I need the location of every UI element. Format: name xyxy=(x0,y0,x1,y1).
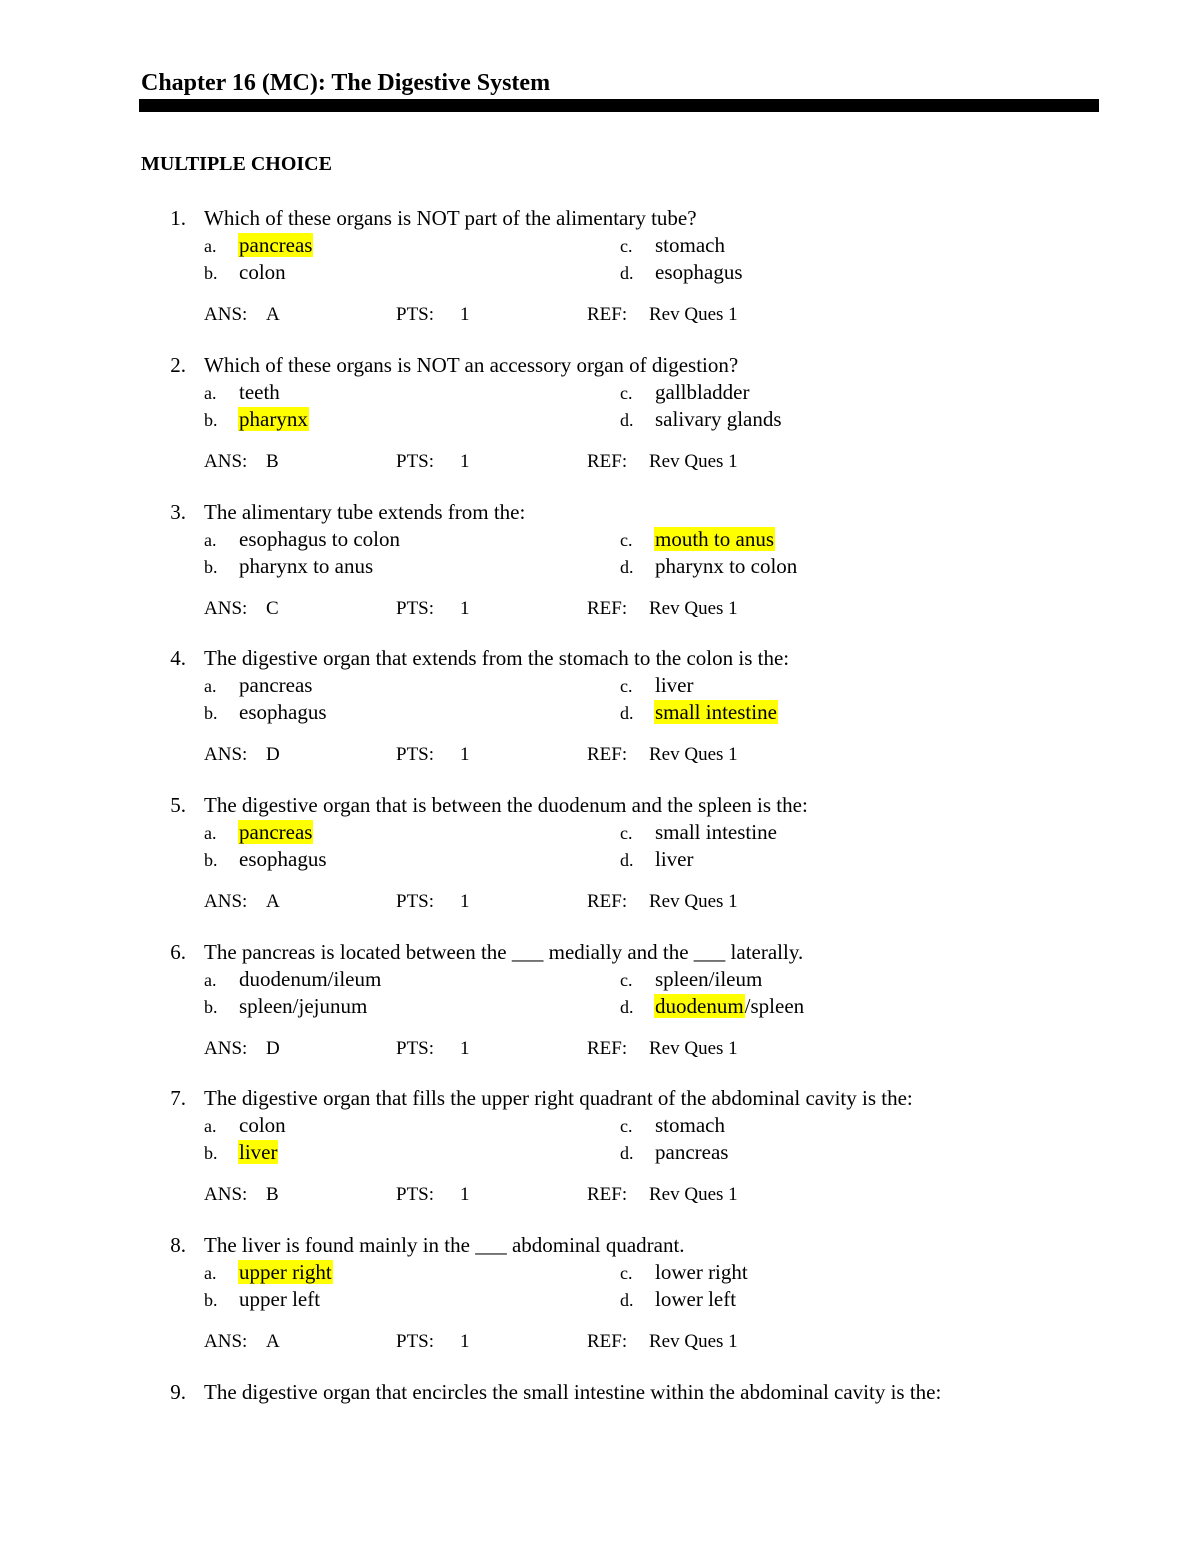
choice-text: teeth xyxy=(239,380,280,404)
choice-letter: d. xyxy=(620,1290,634,1310)
answer-key-value: B xyxy=(266,1184,279,1205)
answer-choice xyxy=(204,379,281,407)
reference xyxy=(587,448,738,475)
reference-value: Rev Ques 1 xyxy=(649,1184,738,1205)
answer-choice xyxy=(620,553,798,581)
answer-key-label: ANS: xyxy=(204,1184,248,1205)
reference-label: REF: xyxy=(587,451,628,472)
choice-text: pharynx to anus xyxy=(239,554,374,578)
page-title: Chapter 16 (MC): The Digestive System xyxy=(141,70,551,96)
choice-text: colon xyxy=(239,1113,286,1137)
points xyxy=(396,1035,470,1062)
reference-label: REF: xyxy=(587,1038,628,1059)
reference xyxy=(587,301,738,328)
choice-letter: a. xyxy=(204,236,217,256)
question-number: 4. xyxy=(170,646,186,670)
choice-text: salivary glands xyxy=(655,407,782,431)
choice-letter: b. xyxy=(204,410,218,430)
question-number: 8. xyxy=(170,1233,186,1257)
answer-choice xyxy=(620,846,694,874)
points xyxy=(396,301,470,328)
highlighted-answer: pharynx xyxy=(239,407,308,431)
answer-choice xyxy=(204,672,313,700)
question-number: 7. xyxy=(170,1086,186,1110)
answer-choice xyxy=(620,406,783,434)
answer-choice xyxy=(204,819,313,847)
points xyxy=(396,448,470,475)
choice-letter: a. xyxy=(204,823,217,843)
points-value: 1 xyxy=(460,304,470,325)
reference xyxy=(587,741,738,768)
answer-choice xyxy=(620,966,763,994)
choice-text: stomach xyxy=(655,1113,725,1137)
question-item xyxy=(0,1085,1200,1225)
question-text: The pancreas is located between the ___ medially and the ___ laterally. xyxy=(204,940,804,964)
choice-letter: c. xyxy=(620,823,633,843)
choice-text: pharynx to colon xyxy=(655,554,798,578)
question-text: The liver is found mainly in the ___ abdominal quadrant. xyxy=(204,1233,685,1257)
answer-choice xyxy=(204,259,287,287)
question-number: 1. xyxy=(170,206,186,230)
answer-choice xyxy=(204,1286,321,1314)
choice-letter: c. xyxy=(620,970,633,990)
question-item xyxy=(0,352,1200,492)
choice-letter: b. xyxy=(204,1290,218,1310)
reference-label: REF: xyxy=(587,598,628,619)
choice-letter: d. xyxy=(620,557,634,577)
answer-choice xyxy=(620,232,726,260)
reference xyxy=(587,1035,738,1062)
answer-choice xyxy=(620,526,775,554)
question-text: Which of these organs is NOT part of the alimentary tube? xyxy=(204,206,697,230)
answer-choice xyxy=(620,379,750,407)
answer-key-label: ANS: xyxy=(204,891,248,912)
highlighted-answer: upper right xyxy=(239,1260,332,1284)
question-item xyxy=(0,939,1200,1079)
answer-key xyxy=(204,888,280,915)
answer-key xyxy=(204,1181,279,1208)
answer-choice xyxy=(620,1139,729,1167)
choice-letter: a. xyxy=(204,530,217,550)
answer-key-value: D xyxy=(266,1038,280,1059)
answer-choice xyxy=(204,553,374,581)
highlighted-answer: duodenum xyxy=(655,994,744,1018)
choice-letter: d. xyxy=(620,703,634,723)
answer-key-label: ANS: xyxy=(204,1038,248,1059)
reference xyxy=(587,888,738,915)
choice-letter: c. xyxy=(620,383,633,403)
choice-letter: d. xyxy=(620,410,634,430)
choice-text: gallbladder xyxy=(655,380,750,404)
points xyxy=(396,741,470,768)
points-label: PTS: xyxy=(396,1184,435,1205)
points-label: PTS: xyxy=(396,1331,435,1352)
points-label: PTS: xyxy=(396,304,435,325)
question-text: The digestive organ that fills the upper right quadrant of the abdominal cavity is the: xyxy=(204,1086,913,1110)
points-label: PTS: xyxy=(396,891,435,912)
question-number: 3. xyxy=(170,500,186,524)
highlighted-answer: liver xyxy=(239,1140,278,1164)
question-item xyxy=(0,499,1200,639)
points xyxy=(396,595,470,622)
reference-value: Rev Ques 1 xyxy=(649,1038,738,1059)
answer-key-label: ANS: xyxy=(204,744,248,765)
choice-letter: a. xyxy=(204,1116,217,1136)
choice-letter: c. xyxy=(620,236,633,256)
question-text: The digestive organ that encircles the small intestine within the abdominal cavity is the: xyxy=(204,1380,942,1404)
choice-text: lower right xyxy=(655,1260,748,1284)
reference-label: REF: xyxy=(587,891,628,912)
answer-choice xyxy=(204,232,313,260)
choice-text: esophagus xyxy=(239,847,327,871)
answer-key-value: C xyxy=(266,598,279,619)
choice-text: upper left xyxy=(239,1287,321,1311)
question-number: 9. xyxy=(170,1380,186,1404)
answer-choice xyxy=(204,526,401,554)
choice-letter: a. xyxy=(204,676,217,696)
choice-text: esophagus xyxy=(239,700,327,724)
answer-key-label: ANS: xyxy=(204,598,248,619)
points-value: 1 xyxy=(460,891,470,912)
answer-choice xyxy=(620,1286,737,1314)
choice-letter: a. xyxy=(204,1263,217,1283)
reference-value: Rev Ques 1 xyxy=(649,744,738,765)
answer-key-label: ANS: xyxy=(204,1331,248,1352)
answer-choice xyxy=(620,1112,726,1140)
points-value: 1 xyxy=(460,1184,470,1205)
points-label: PTS: xyxy=(396,598,435,619)
answer-choice xyxy=(620,259,744,287)
answer-key-value: A xyxy=(266,304,280,325)
answer-choice xyxy=(204,1139,278,1167)
choice-text: spleen/jejunum xyxy=(239,994,368,1018)
points-value: 1 xyxy=(460,1331,470,1352)
reference-value: Rev Ques 1 xyxy=(649,891,738,912)
choice-text: pancreas xyxy=(239,673,313,697)
choice-text: stomach xyxy=(655,233,725,257)
choice-text: liver xyxy=(655,847,694,871)
reference-value: Rev Ques 1 xyxy=(649,598,738,619)
choice-letter: c. xyxy=(620,676,633,696)
section-heading: MULTIPLE CHOICE xyxy=(141,153,332,175)
question-text: The digestive organ that extends from the stomach to the colon is the: xyxy=(204,646,790,670)
question-text: Which of these organs is NOT an accessory organ of digestion? xyxy=(204,353,739,377)
question-item xyxy=(0,1379,1200,1519)
points-value: 1 xyxy=(460,598,470,619)
answer-choice xyxy=(204,993,368,1021)
reference-label: REF: xyxy=(587,1331,628,1352)
choice-letter: b. xyxy=(204,1143,218,1163)
answer-key-value: B xyxy=(266,451,279,472)
answer-choice xyxy=(204,1259,333,1287)
points xyxy=(396,1328,470,1355)
choice-letter: c. xyxy=(620,530,633,550)
points-value: 1 xyxy=(460,451,470,472)
choice-letter: b. xyxy=(204,263,218,283)
choice-letter: b. xyxy=(204,850,218,870)
highlighted-answer: pancreas xyxy=(239,820,313,844)
answer-choice xyxy=(204,966,382,994)
choice-letter: b. xyxy=(204,557,218,577)
question-item xyxy=(0,205,1200,345)
points-value: 1 xyxy=(460,1038,470,1059)
choice-text: duodenum/ileum xyxy=(239,967,382,991)
choice-letter: d. xyxy=(620,997,634,1017)
reference xyxy=(587,1328,738,1355)
answer-choice xyxy=(204,406,309,434)
reference-label: REF: xyxy=(587,1184,628,1205)
choice-letter: a. xyxy=(204,970,217,990)
points-value: 1 xyxy=(460,744,470,765)
answer-choice xyxy=(620,672,694,700)
highlighted-answer: small intestine xyxy=(655,700,777,724)
question-text: The digestive organ that is between the duodenum and the spleen is the: xyxy=(204,793,808,817)
choice-text: pancreas xyxy=(655,1140,729,1164)
answer-key xyxy=(204,1035,280,1062)
answer-key-label: ANS: xyxy=(204,451,248,472)
answer-key xyxy=(204,448,279,475)
question-item xyxy=(0,792,1200,932)
choice-text: colon xyxy=(239,260,286,284)
question-number: 5. xyxy=(170,793,186,817)
points-label: PTS: xyxy=(396,451,435,472)
answer-key xyxy=(204,1328,280,1355)
answer-key-value: A xyxy=(266,891,280,912)
choice-text: esophagus to colon xyxy=(239,527,400,551)
reference-value: Rev Ques 1 xyxy=(649,1331,738,1352)
choice-text: spleen/ileum xyxy=(655,967,763,991)
reference-label: REF: xyxy=(587,304,628,325)
reference-value: Rev Ques 1 xyxy=(649,451,738,472)
choice-text: small intestine xyxy=(655,820,777,844)
answer-key-value: A xyxy=(266,1331,280,1352)
reference xyxy=(587,595,738,622)
question-item xyxy=(0,645,1200,785)
answer-choice xyxy=(204,699,328,727)
answer-key xyxy=(204,741,280,768)
question-text: The alimentary tube extends from the: xyxy=(204,500,526,524)
choice-text: lower left xyxy=(655,1287,737,1311)
points-label: PTS: xyxy=(396,744,435,765)
answer-key xyxy=(204,595,279,622)
choice-letter: d. xyxy=(620,263,634,283)
answer-key xyxy=(204,301,280,328)
answer-choice xyxy=(620,699,778,727)
points xyxy=(396,1181,470,1208)
choice-letter: c. xyxy=(620,1116,633,1136)
answer-choice xyxy=(620,819,778,847)
answer-choice xyxy=(204,1112,287,1140)
choice-letter: d. xyxy=(620,1143,634,1163)
answer-key-value: D xyxy=(266,744,280,765)
highlighted-answer: pancreas xyxy=(239,233,313,257)
reference xyxy=(587,1181,738,1208)
choice-text-rest: /spleen xyxy=(744,994,805,1018)
choice-letter: c. xyxy=(620,1263,633,1283)
choice-letter: b. xyxy=(204,703,218,723)
choice-letter: d. xyxy=(620,850,634,870)
answer-choice xyxy=(620,1259,749,1287)
points-label: PTS: xyxy=(396,1038,435,1059)
choice-letter: b. xyxy=(204,997,218,1017)
answer-choice xyxy=(204,846,328,874)
answer-key-label: ANS: xyxy=(204,304,248,325)
question-number: 2. xyxy=(170,353,186,377)
question-item xyxy=(0,1232,1200,1372)
reference-value: Rev Ques 1 xyxy=(649,304,738,325)
points xyxy=(396,888,470,915)
reference-label: REF: xyxy=(587,744,628,765)
choice-text: liver xyxy=(655,673,694,697)
choice-text: esophagus xyxy=(655,260,743,284)
highlighted-answer: mouth to anus xyxy=(655,527,774,551)
question-number: 6. xyxy=(170,940,186,964)
choice-letter: a. xyxy=(204,383,217,403)
answer-choice xyxy=(620,993,804,1021)
